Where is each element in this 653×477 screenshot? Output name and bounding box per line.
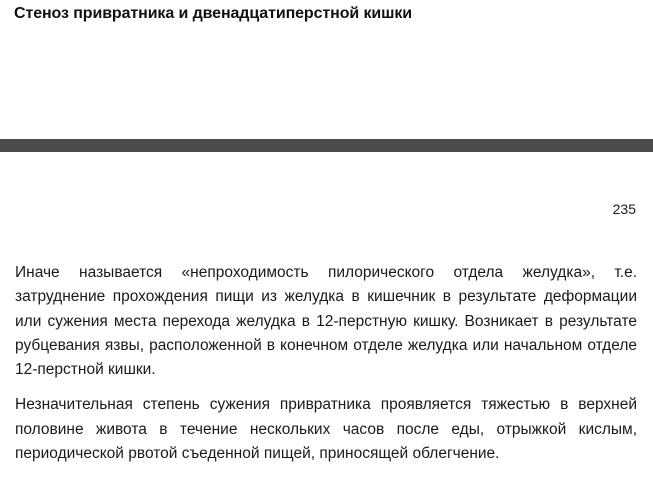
page-number: 235 [612,201,636,217]
body-text [15,261,637,477]
paragraph: Иначе называется «непроходимость пилорического отдела желудка», т.е. затруднение прохождения пищи из желудка в кишечник в результате деформации или сужения места перехода желудка в 12-перстную кишку. Возникает в результате рубцевания язвы, расположенной в конечном отделе желудка или начальном отделе 12-перстной кишки. [15,264,637,379]
previous-page-fragment [0,0,653,150]
page-separator [0,139,653,152]
page [0,152,653,471]
section-heading: Стеноз привратника и двенадцатиперстной кишки [14,5,412,22]
paragraph: Незначительная степень сужения привратника проявляется тяжестью в верхней половине живота в течение нескольких часов после еды, отрыжкой кислым, периодической рвотой съеденной пищей, приносящей облегчение. [15,396,637,463]
